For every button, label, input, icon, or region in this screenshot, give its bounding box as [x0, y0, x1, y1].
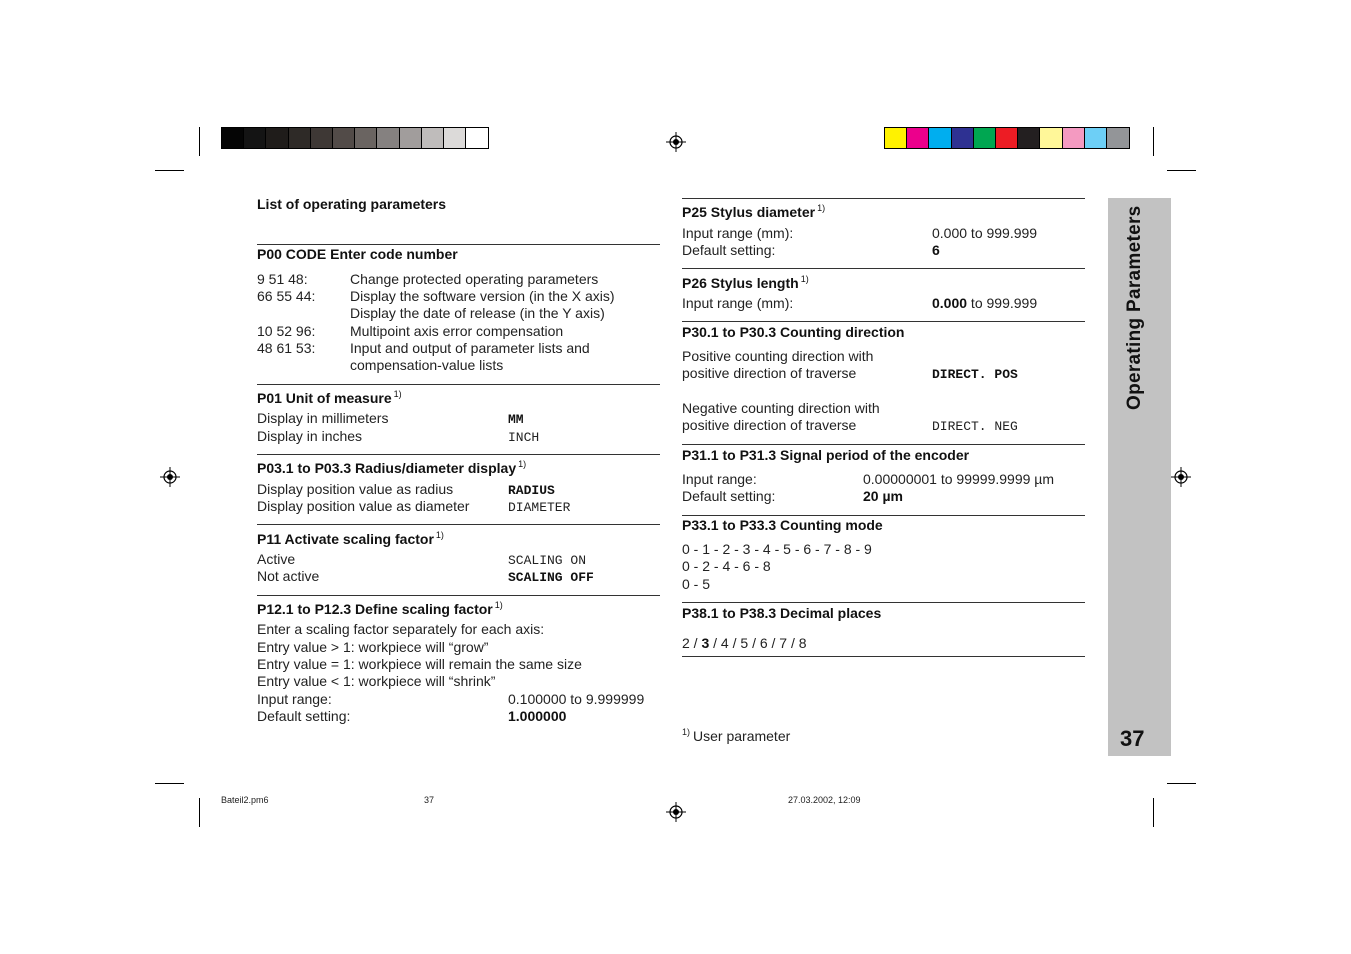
p12-range-label: Input range: [257, 691, 332, 707]
p01-label: Display in inches [257, 428, 363, 444]
p00-code: 66 55 44: [257, 288, 316, 304]
p12-line: Entry value > 1: workpiece will “grow” [257, 639, 489, 655]
p31-default-label: Default setting: [682, 488, 776, 504]
color-swatch [885, 128, 907, 148]
color-swatch [952, 128, 974, 148]
sidebar-title [1112, 196, 1152, 426]
p00-code: 48 61 53: [257, 340, 316, 356]
divider [257, 454, 660, 455]
crop-mark [199, 798, 200, 827]
crop-mark [155, 170, 184, 171]
p00-desc: Multipoint axis error compensation [350, 323, 564, 339]
p00-code: 9 51 48: [257, 271, 308, 287]
p01-value: MM [508, 412, 524, 427]
footer-page: 37 [424, 795, 435, 805]
color-swatch [289, 128, 311, 148]
registration-mark-icon [666, 802, 686, 822]
p00-header: P00 CODE Enter code number [257, 246, 458, 262]
color-swatch [466, 128, 488, 148]
divider [257, 384, 660, 385]
p03-label: Display position value as radius [257, 481, 454, 497]
divider [257, 524, 660, 525]
p12-range-value: 0.100000 to 9.999999 [508, 691, 645, 707]
registration-mark-icon [1171, 467, 1191, 487]
crop-mark [1167, 170, 1196, 171]
page-title: List of operating parameters [257, 196, 447, 212]
p11-label: Active [257, 551, 296, 567]
p12-header: P12.1 to P12.3 Define scaling factor $^{1)}$ [257, 600, 503, 617]
svg-text:Operating Parameters: Operating Parameters [1124, 205, 1145, 410]
color-swatch [244, 128, 266, 148]
p03-value: DIAMETER [508, 500, 571, 515]
p30-header: P30.1 to P30.3 Counting direction [682, 324, 905, 340]
p26-range-label: Input range (mm): [682, 295, 794, 311]
divider [257, 244, 660, 245]
p25-default-value: 6 [932, 242, 940, 258]
p00-desc: Input and output of parameter lists and [350, 340, 590, 356]
p31-range-label: Input range: [682, 471, 757, 487]
registration-mark-icon [666, 132, 686, 152]
color-swatch [1107, 128, 1129, 148]
divider [682, 268, 1085, 269]
divider [682, 602, 1085, 603]
divider [257, 595, 660, 596]
p25-range-label: Input range (mm): [682, 225, 794, 241]
p03-value: RADIUS [508, 483, 555, 498]
color-swatch [266, 128, 288, 148]
p31-header: P31.1 to P31.3 Signal period of the encoder [682, 447, 970, 463]
p12-line: Enter a scaling factor separately for each axis: [257, 621, 545, 637]
color-swatch [400, 128, 422, 148]
p33-mode: 0 - 2 - 4 - 6 - 8 [682, 558, 771, 574]
color-swatch [1040, 128, 1062, 148]
p00-desc: Display the date of release (in the Y axis) [350, 305, 605, 321]
divider [682, 198, 1085, 199]
p12-line: Entry value = 1: workpiece will remain the same size [257, 656, 582, 672]
p12-line: Entry value < 1: workpiece will “shrink” [257, 673, 496, 689]
p38-values: 2 / 3 / 4 / 5 / 6 / 7 / 8 [682, 635, 807, 651]
color-swatch [222, 128, 244, 148]
page-number: 37 [1120, 726, 1145, 751]
color-swatch [1018, 128, 1040, 148]
p00-desc: compensation-value lists [350, 357, 504, 373]
p30-pos-text: positive direction of traverse [682, 365, 857, 381]
color-swatch [1085, 128, 1107, 148]
footnote: $^{1)}$ User parameter [682, 727, 791, 744]
p38-header: P38.1 to P38.3 Decimal places [682, 605, 882, 621]
p11-value: SCALING ON [508, 553, 587, 568]
p01-label: Display in millimeters [257, 410, 389, 426]
p01-header: P01 Unit of measure $^{1)}$ [257, 389, 402, 406]
color-swatch [929, 128, 951, 148]
p30-neg-text: positive direction of traverse [682, 417, 857, 433]
color-swatch [333, 128, 355, 148]
color-swatch [355, 128, 377, 148]
divider [682, 321, 1085, 322]
p00-code: 10 52 96: [257, 323, 316, 339]
crop-mark [1153, 127, 1154, 156]
p25-default-label: Default setting: [682, 242, 776, 258]
p03-header: P03.1 to P03.3 Radius/diameter display $^{1)}$ [257, 459, 527, 476]
registration-mark-icon [160, 467, 180, 487]
color-swatch [422, 128, 444, 148]
crop-mark [1153, 798, 1154, 827]
footer-date: 27.03.2002, 12:09 [788, 795, 861, 805]
crop-mark [1167, 783, 1196, 784]
p25-header: P25 Stylus diameter $^{1)}$ [682, 203, 826, 220]
crop-mark [155, 783, 184, 784]
p33-mode: 0 - 1 - 2 - 3 - 4 - 5 - 6 - 7 - 8 - 9 [682, 541, 872, 557]
p26-range-value: 0.000 to 999.999 [932, 295, 1038, 311]
p26-header: P26 Stylus length $^{1)}$ [682, 274, 809, 291]
color-swatch [311, 128, 333, 148]
divider [682, 444, 1085, 445]
p11-label: Not active [257, 568, 320, 584]
crop-mark [199, 127, 200, 156]
footer-file: Bateil2.pm6 [221, 795, 269, 805]
p00-desc: Display the software version (in the X axis) [350, 288, 615, 304]
p00-desc: Change protected operating parameters [350, 271, 599, 287]
p11-value: SCALING OFF [508, 570, 594, 585]
color-swatch [907, 128, 929, 148]
color-swatch [377, 128, 399, 148]
p12-default-value: 1.000000 [508, 708, 567, 724]
divider [682, 656, 1085, 657]
color-swatch [974, 128, 996, 148]
p31-default-value: 20 µm [863, 488, 903, 504]
p25-range-value: 0.000 to 999.999 [932, 225, 1038, 241]
p01-value: INCH [508, 430, 540, 445]
p33-mode: 0 - 5 [682, 576, 711, 592]
p12-default-label: Default setting: [257, 708, 351, 724]
divider [682, 515, 1085, 516]
p30-pos-text: Positive counting direction with [682, 348, 874, 364]
color-swatch [1063, 128, 1085, 148]
p30-pos-value: DIRECT. POS [932, 367, 1018, 382]
p30-neg-value: DIRECT. NEG [932, 419, 1018, 434]
p31-range-value: 0.00000001 to 99999.9999 µm [863, 471, 1055, 487]
p33-header: P33.1 to P33.3 Counting mode [682, 517, 883, 533]
p11-header: P11 Activate scaling factor $^{1)}$ [257, 530, 444, 547]
color-swatch [444, 128, 466, 148]
p03-label: Display position value as diameter [257, 498, 470, 514]
color-swatch [996, 128, 1018, 148]
p30-neg-text: Negative counting direction with [682, 400, 880, 416]
